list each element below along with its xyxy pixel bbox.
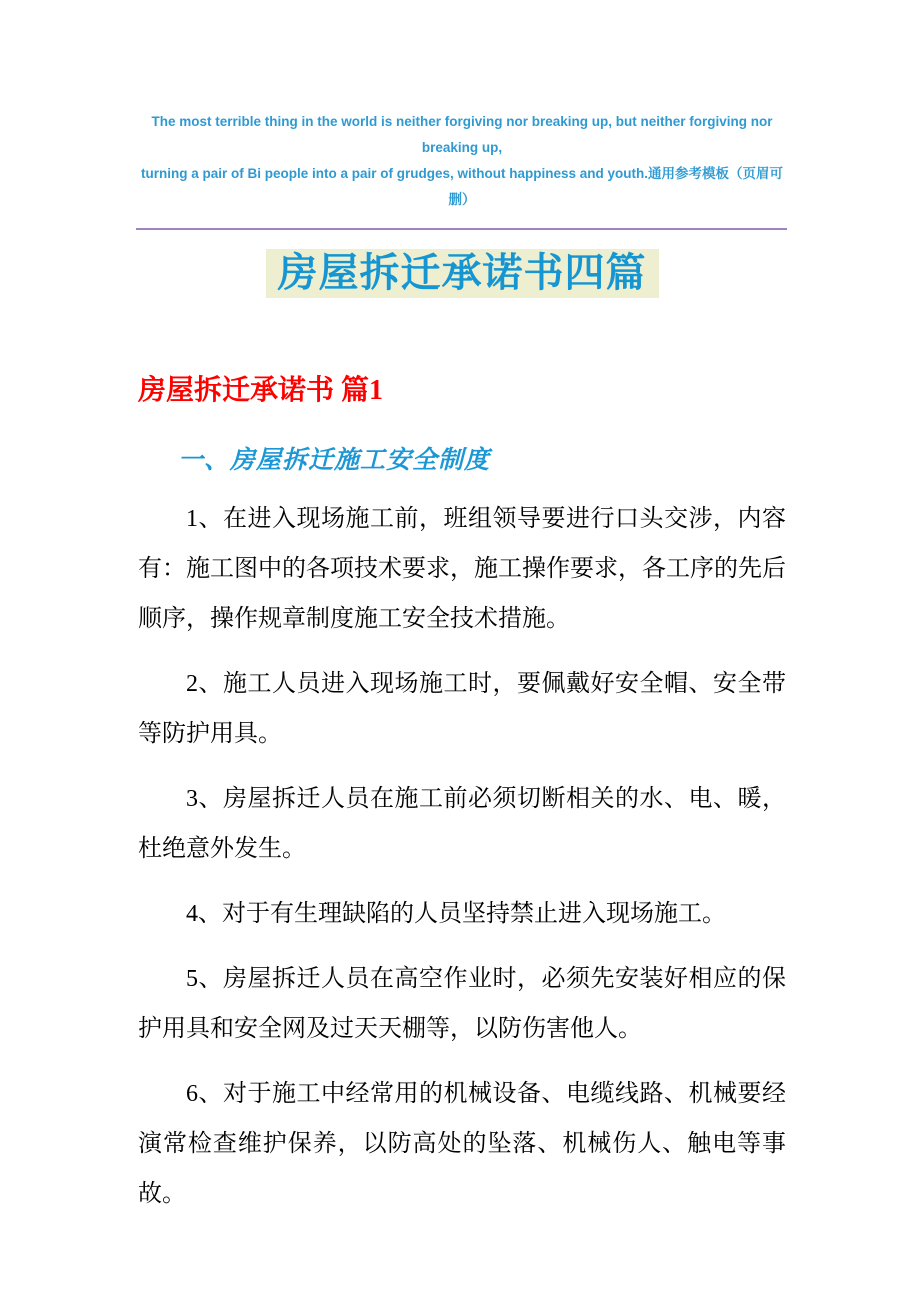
subsection-heading: 一、房屋拆迁施工安全制度 (178, 447, 491, 474)
header-text-line1: The most terrible thing in the world is neither forgiving nor breaking up, but neither forgiving nor breaking up, (151, 114, 773, 155)
body-paragraph: 5、房屋拆迁人员在高空作业时，必须先安装好相应的保护用具和安全网及过天天棚等，以防伤害他人。 (138, 966, 786, 1042)
document-title (138, 249, 786, 298)
body-paragraph: 4、对于有生理缺陷的人员坚持禁止进入现场施工。 (186, 901, 726, 927)
body-paragraphs (138, 494, 786, 1219)
body-paragraph: 1、在进入现场施工前，班组领导要进行口头交涉，内容有：施工图中的各项技术要求，施工操作要求，各工序的先后顺序，操作规章制度施工安全技术措施。 (138, 506, 786, 632)
body-paragraph: 6、对于施工中经常用的机械设备、电缆线路、机械要经演常检查维护保养，以防高处的坠落、机械伤人、触电等事故。 (138, 1081, 786, 1207)
section-heading: 房屋拆迁承诺书 篇1 (138, 375, 384, 406)
header-rule (136, 228, 787, 230)
header-text-line2: turning a pair of Bi people into a pair of grudges, without happiness and youth.通用参考模板（页眉可删） (140, 166, 783, 207)
body-paragraph: 2、施工人员进入现场施工时，要佩戴好安全帽、安全带等防护用具。 (138, 671, 786, 747)
body-paragraph: 3、房屋拆迁人员在施工前必须切断相关的水、电、暖，杜绝意外发生。 (138, 786, 786, 862)
document-title-text: 房屋拆迁承诺书四篇 (266, 249, 659, 298)
content-column (138, 0, 786, 1219)
page-header (138, 0, 786, 213)
